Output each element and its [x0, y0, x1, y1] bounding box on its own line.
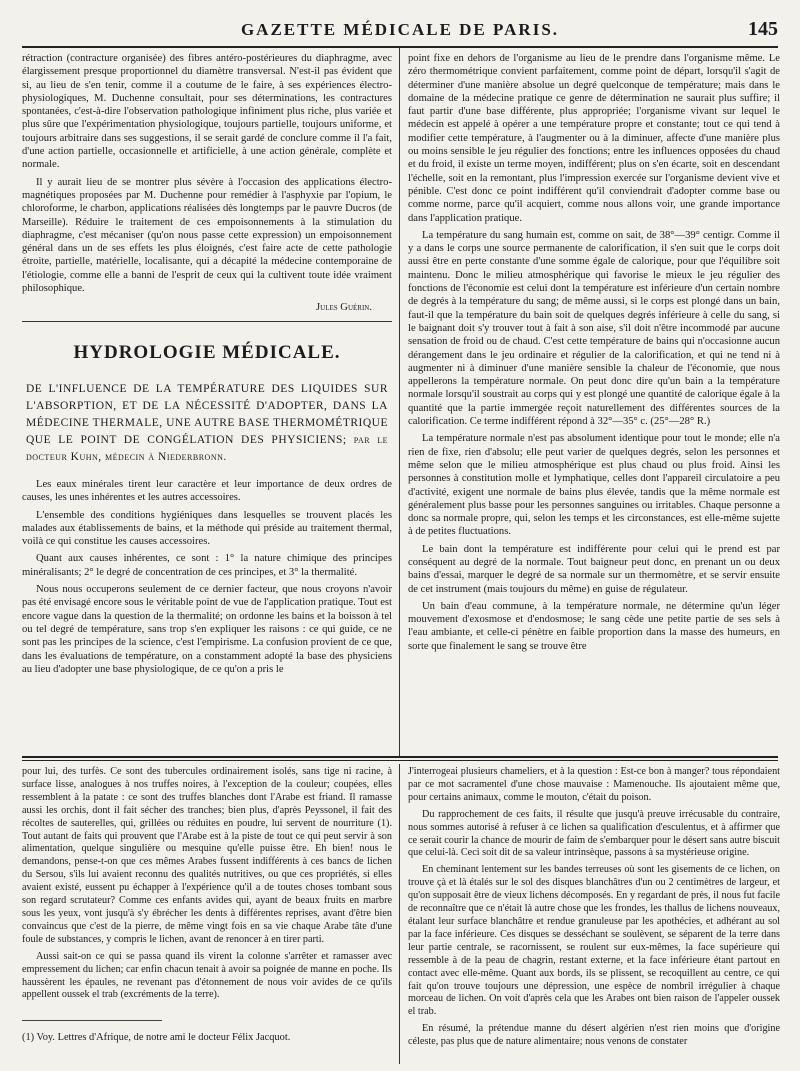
left-column — [22, 52, 392, 752]
feuilleton-rule-thin — [22, 760, 778, 761]
page-header — [22, 18, 778, 42]
paragraph: Le bain dont la température est indifférente pour celui qui le prend est par conséquent au degré de la normale. Tout baigneur peut donc, en prenant un ou deux bains d'essai, marquer le degré de sa normale sur un thermomètre, et se servir ensuite de cet instrument (mais toujours du même) en guise de régulateur. — [408, 543, 780, 595]
paragraph: En résumé, la prétendue manne du désert algérien n'est rien moins que d'origine céleste, pas plus que de nature alimentaire; nous venons de constater — [408, 1023, 780, 1048]
paragraph: Nous nous occuperons seulement de ce dernier facteur, que nous croyons n'avoir pas été envisagé encore sous le véritable point de vue de l'application pratique. Tout est encore vague dans la question de la thermalité; on ordonne les bains et la boisson à tel ou tel degré de température, sans trop s'en expliquer les raisons : ce qui guide, ce ne sont pas les principes de la science, c'est l'empirisme. La confusion provient de ce que, dans les évaluations de température, on a constamment adopté la base des physiciens au lieu d'adopter une base physiologique, de ce qu'on a pris le — [22, 584, 392, 675]
footnote-rule — [22, 1020, 162, 1021]
paragraph: point fixe en dehors de l'organisme au lieu de le prendre dans l'organisme même. Le zéro thermométrique convient parfaitement, comme point de départ, lorsqu'il s'agit de déterminer d'une manière absolue un degré quelconque de température; mais dans le domaine de la médecine pratique ce genre de détermination ne saurait plus suffire; il faut partir d'une base différente, plus appropriée; l'organisme vivant sur lequel le médecin est appelé à opérer a une température propre et constante; tout ce qui tend à modifier cette température, à l'augmenter ou à la diminuer, affecte d'une manière plus ou moins sensible le jeu régulier des fonctions; entre les influences opposées du chaud et du froid, il existe un terme moyen, indifférent; plus on s'en écarte, soit en descendant l'échelle, soit en la remontant, plus l'impression exercée sur l'organisme devient vive et pénible. C'est donc ce point indifférent qu'il conviendrait d'adopter comme base ou comme norme, parce qu'il acquiert, comme nous allons voir, une grande importance dans l'application pratique. — [408, 53, 780, 224]
page-number: 145 — [748, 18, 778, 40]
feuilleton-left-column — [22, 766, 392, 1006]
journal-title: GAZETTE MÉDICALE DE PARIS. — [240, 20, 560, 39]
paragraph: L'ensemble des conditions hygiéniques dans lesquelles se trouvent placés les malades aux établissements de bains, et la méthode qui préside au traitement thermal, voilà ce qui constitue les causes accessoires. — [22, 509, 392, 548]
feuilleton-right-column — [408, 766, 780, 1066]
section-title: HYDROLOGIE MÉDICALE. — [73, 341, 341, 363]
author-signature: Jules Guérin. — [316, 302, 372, 314]
section-divider — [22, 321, 392, 322]
paragraph: Les eaux minérales tirent leur caractère et leur importance de deux ordres de causes, les unes inhérentes et les autres accessoires. — [22, 478, 392, 504]
paragraph: En cheminant lentement sur les bandes terreuses où sont les gisements de ce lichen, on trouve çà et là étalés sur le sol des disques blanchâtres d'un ou 2 centimètres de largeur, et qu'on supposait être de vieux lichens décomposés. En y regardant de près, il nous fut facile de reconnaître que ce n'était là autre chose que les frondes, les thallus de lichens nouveaux, étalant leur surface blanchâtre et rendue granuleuse par les apothécies, et adhérant au sol par la face inférieure. Ces disques se desséchant se soulèvent, se séparent de la terre dans leur partie centrale, se racornissent, se roulent sur eux-mêmes, la face supérieure qui ressemble à de la peau de chagrin, restant externe, et la face inférieure étant partout en contact avec elle-même. Quant aux bords, ils se plissent, se recoquillent au centre, ce qui fait qu'on trouve toujours une dépression, une espèce de nombril irrégulier à chaque morceau de lichen. On voit d'après cela que les Arabes ont bien raison de l'appeler oussek el trab. — [408, 864, 780, 1018]
paragraph: La température du sang humain est, comme on sait, de 38°—39° centigr. Comme il y a dans le corps une source permanente de calorification, il s'en suit que le corps doit aussi être en perte constante d'une somme égale de calorique, pour que l'équilibre soit maintenu. Donc le milieu atmosphérique qui favorise le mieux le jeu régulier des fonctions de l'économie est celui dont la température est inférieure d'un certain nombre de degrés à la température du sang; de même aussi, si le corps est plongé dans un bain, faut-il que la température du bain soit de quelques degrés inférieure à celle du sang, si le baignant doit s'y trouver tout à fait à son aise, s'il doit n'être incommodé par aucune sensation de froid ou de chaud. C'est cette température de bains qui n'occasionne aucun dérangement dans le jeu ordinaire et régulier de la calorification, et qui ne tend ni à augmenter ni à diminuer d'une manière sensible la chaleur de l'économie, que nous appellerons la température normale. On peut donc dire qu'un bain a la température normale lorsqu'il soustrait au corps qui y est plongé une quantité de calorique égale à la quantité que la partie immergée reçoit naturellement des différentes sources de la calorification. Ce terme indifférent répond à 32°—35° c. (25°—28° R.) — [408, 229, 780, 428]
footnote: (1) Voy. Lettres d'Afrique, de notre ami le docteur Félix Jacquot. — [22, 1032, 291, 1043]
paragraph: rétraction (contracture organisée) des fibres antéro-postérieures du diaphragme, avec élargissement presque proportionnel du diamètre transversal. N'est-il pas évident que si, au lieu de s'en tenir, comme il a coutume de le faire, à ses expériences électro-physiologiques, M. Duchenne consultait, pour ses déterminations, les contractures spontanées, c'est-à-dire l'observation pathologique infiniment plus riche, plus variée et plus sûre que l'expérimentation physiologique, toujours partielle, toujours uniforme, et toujours arbitraire dans ses suggestions, il se serait gardé de conclure comme il l'a fait, d'une action partielle, occasionnelle et artificielle, à une action générale, complète et normale. — [22, 53, 392, 171]
paragraph: La température normale n'est pas absolument identique pour tout le monde; elle n'a rien de fixe, rien d'absolu; elle peut varier de quelques degrés, selon les personnes et même selon que le milieu atmosphérique est plus chaud ou plus froid. Ainsi les personnes à constitution molle et lymphatique, celles dont l'appareil circulatoire a peu d'activité, exigent une normale de bains plus élevée, tandis que la même normale est généralement plus basse pour les personnes sanguines ou irritables. Chaque personne a donc sa normale propre, qui, selon les temps et les circonstances, est elle-même sujette à de petites fluctuations. — [408, 433, 780, 538]
feuilleton-rule — [22, 756, 778, 758]
paragraph: Un bain d'eau commune, à la température normale, ne détermine qu'un léger mouvement d'exosmose et d'endosmose; le sang cède une petite partie de ses sels à l'eau ambiante, et celle-ci pénètre en faible proportion dans la masse des humeurs, en sorte que finalement le sang se trouve être — [408, 600, 780, 652]
paragraph: J'interrogeai plusieurs chameliers, et à la question : Est-ce bon à manger? tous répondaient par ce mot sacramentel d'une chose mauvaise : Mamenouche. Ils ajoutaient même que, pour certains animaux, comme le mouton, c'était du poison. — [408, 766, 780, 803]
article-title: DE L'INFLUENCE DE LA TEMPÉRATURE DES LIQUIDES SUR L'ABSORPTION, ET DE LA NÉCESSITÉ D'ADOPTER, DANS LA MÉDECINE THERMALE, UNE AUTRE BASE THERMOMÉTRIQUE QUE LE POINT DE CONGÉLATION DES PHYSICIENS; par le docteur Kuhn, médecin à Niederbronn. — [26, 382, 388, 463]
header-rule — [22, 46, 778, 48]
paragraph: pour lui, des turfès. Ce sont des tubercules ordinairement isolés, sans tige ni racine, à surface lisse, analogues à nos truffes noires, à l'exception de la couleur; coupées, elles ressemblent à la patate : ce sont des truffes blanches dont l'Arabe est friand. Il ramasse aussi les orchis, dont il fait sécher des tranches; bien plus, d'après Peyssonel, il fait des récoltes de sauterelles, qui, grillées ou réduites en poudre, lui servent de nourriture (1). Tout autant de faits qui prouvent que l'Arabe est à la piste de tout ce qui peut servir à son alimentation, quelque singulière ou mesquine qu'elle puisse être. Eh bien! nous le demandons, pense-t-on que ces mêmes Arabes fussent indifférents à ces bancs de lichen du Sersou, s'ils lui avaient reconnu des qualités nutritives, ou que ces propriétés, si elles avaient existé, eussent pu échapper à l'expérience qu'il a de toutes choses tombant sous son regard scrutateur? Comme ces enfants avides qui, ayant de beaux fruits en marbre sous les yeux, vont jusqu'à s'y ébrécher les dents à différentes reprises, avant d'être bien convaincus que c'est de la pierre, de même vingt fois en sa vie chaque Arabe tâte d'une foule de substances, y compris le lichen, avant de renoncer à en tirer parti. — [22, 766, 392, 945]
right-column — [408, 52, 780, 752]
feuilleton-column-divider — [399, 764, 400, 1064]
paragraph: Aussi sait-on ce qui se passa quand ils virent la colonne s'arrêter et ramasser avec empressement du lichen; car enfin chacun tenait à avoir sa poignée de manne en poche. Ils haussèrent les épaules, ne revenant pas d'étonnement de nous voir avides de ce qu'ils appellent oussek el trab (excréments de la terre). — [22, 950, 392, 1001]
paragraph: Du rapprochement de ces faits, il résulte que jusqu'à preuve irrécusable du contraire, nous sommes autorisé à refuser à ce lichen sa qualification d'esculentus, et à affirmer que ce serait courir la chance de mourir de faim de s'embarquer pour le désert sans autre biscuit que celui-là. Ceci soit dit de sa valeur intrinsèque, passons à sa mystérieuse origine. — [408, 808, 780, 859]
paragraph: Quant aux causes inhérentes, ce sont : 1° la nature chimique des principes minéralisants; 2° le degré de concentration de ces principes, et 3° la thermalité. — [22, 553, 392, 578]
column-divider — [399, 48, 400, 756]
paragraph: Il y aurait lieu de se montrer plus sévère à l'occasion des applications électro-magnétiques proposées par M. Duchenne pour remédier à l'asphyxie par l'opium, le chloroforme, le charbon, applications réalisées dès longtemps par le pauvre Ducros (de Marseille). Réduire le traitement de ces empoisonnements à la stimulation du diaphragme, c'est mécaniser (qu'on nous passe cette expression) un empoisonnement général dans un de ses effets les plus éloignés, c'est faire acte de cette pathologie étroite, partielle, matérielle, localisante, qui a décapité la médecine contemporaine de l'étiologie, comme elle a banni de l'esprit de ceux qui la cultivent toute idée vraiment philosophique. — [22, 176, 392, 295]
